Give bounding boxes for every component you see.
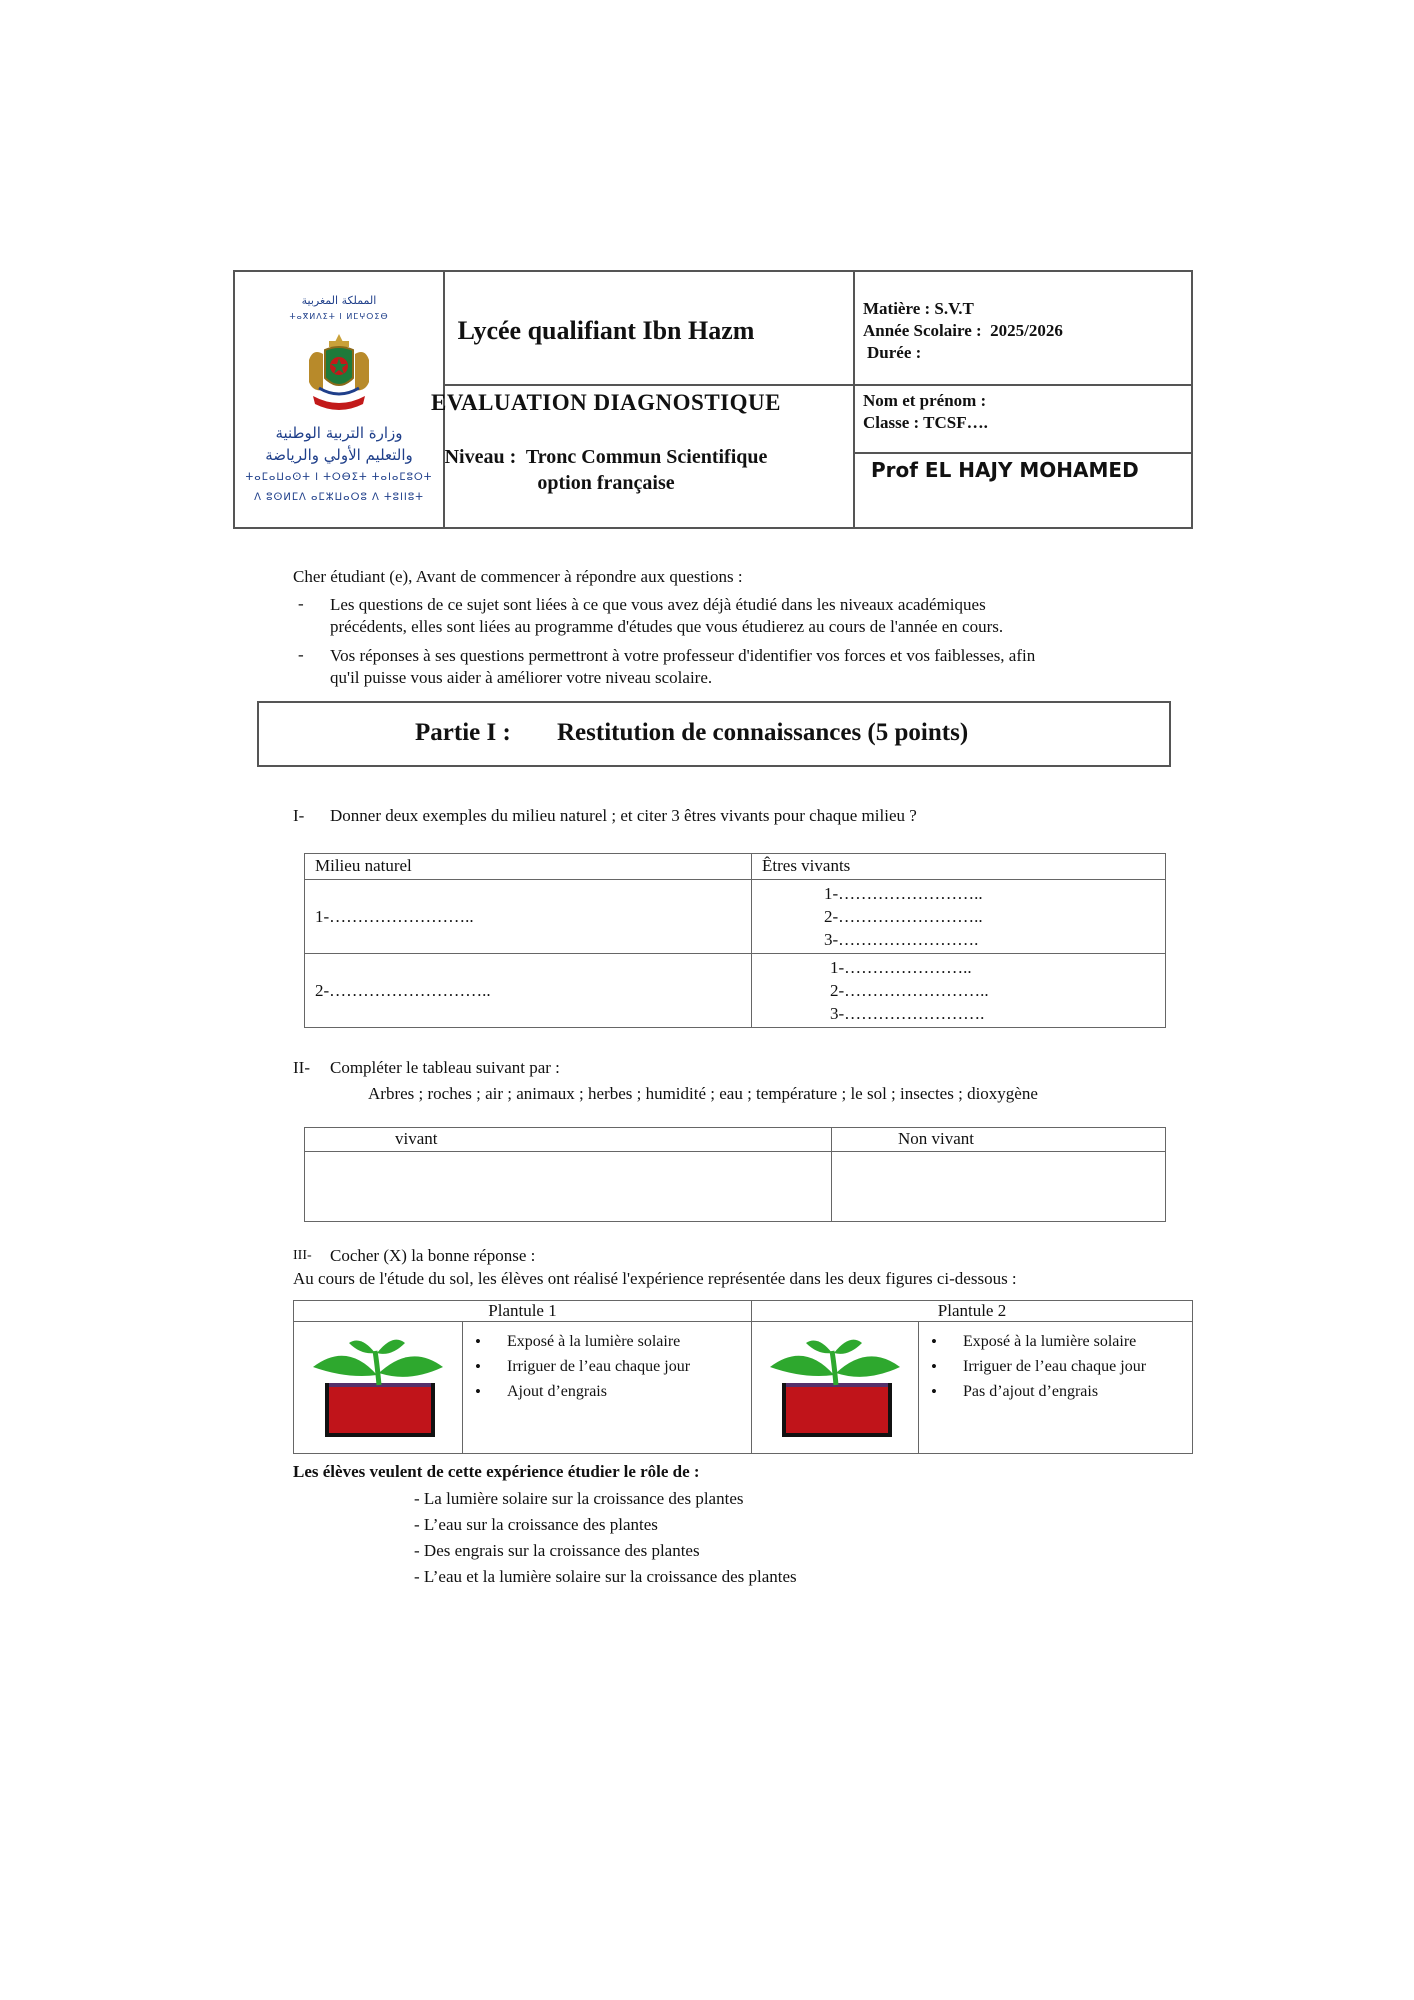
answer-option[interactable]: - La lumière solaire sur la croissance des plantes (414, 1489, 744, 1508)
question-1-text: Donner deux exemples du milieu naturel ; et citer 3 êtres vivants pour chaque milieu ? (330, 806, 917, 825)
experiment-table (293, 1300, 1193, 1454)
teacher-name: Prof EL HAJY MOHAMED (871, 458, 1139, 482)
vivant-answer-cell[interactable] (305, 1152, 832, 1222)
experiment-context: Au cours de l'étude du sol, les élèves ont réalisé l'expérience représentée dans les deux figures ci-dessous : (293, 1269, 1017, 1288)
condition-item: • Ajout d’engrais (463, 1382, 743, 1401)
etre-answer-line[interactable]: 3-……………………. (830, 1004, 985, 1023)
table-row (305, 1152, 1166, 1222)
table-row (294, 1322, 1193, 1454)
condition-item: • Exposé à la lumière solaire (919, 1332, 1184, 1351)
name-field-label: Nom et prénom : (863, 391, 987, 410)
section-label: Partie I : (415, 719, 511, 746)
school-year-label: Année Scolaire : 2025/2026 (863, 321, 1063, 340)
table-header-row (305, 854, 1166, 880)
table-header-cell: vivant (305, 1128, 832, 1152)
coat-of-arms-icon (299, 330, 379, 420)
student-info (863, 390, 988, 434)
logo-ministry-tifinagh-2: ⴷ ⵓⵙⵍⵎⴷ ⴰⵎⵣⵡⴰⵔⵓ ⴷ ⵜⵓⵏⵏⵓⵜ (254, 492, 424, 503)
section-header (257, 701, 1171, 767)
plantule-1-conditions (463, 1322, 752, 1454)
section-title: Restitution de connaissances (5 points) (557, 719, 969, 746)
plantule-1-figure (294, 1322, 463, 1454)
plantule-2-figure (752, 1322, 919, 1454)
table-header-row (305, 1128, 1166, 1152)
table-header-cell: Êtres vivants (752, 854, 1166, 880)
etre-answer-line[interactable]: 3-……………………. (824, 930, 979, 949)
etres-answer-cell (752, 880, 1166, 954)
answer-option[interactable]: - L’eau et la lumière solaire sur la croissance des plantes (414, 1567, 797, 1586)
table-row (305, 954, 1166, 1028)
etre-answer-line[interactable]: 1-………………….. (830, 958, 972, 977)
school-name: Lycée qualifiant Ibn Hazm (457, 316, 755, 345)
seedling-pot-icon (303, 1333, 453, 1443)
table-header-cell: Non vivant (832, 1128, 1166, 1152)
bullet-dash: - (298, 594, 304, 613)
subject-label: Matière : S.V.T (863, 299, 974, 318)
evaluation-title: EVALUATION DIAGNOSTIQUE (431, 390, 781, 415)
etre-answer-line[interactable]: 2-…………………….. (824, 907, 983, 926)
condition-item: • Irriguer de l’eau chaque jour (919, 1357, 1184, 1376)
table-row (305, 880, 1166, 954)
word-list: Arbres ; roches ; air ; animaux ; herbes ; humidité ; eau ; température ; le sol ; insectes ; dioxygène (368, 1084, 1038, 1103)
level-line-1: Niveau : Tronc Commun Scientifique (444, 446, 768, 468)
condition-item: • Exposé à la lumière solaire (463, 1332, 743, 1351)
plantule-2-conditions (919, 1322, 1193, 1454)
q2-table (304, 1127, 1166, 1222)
etre-answer-line[interactable]: 1-…………………….. (824, 884, 983, 903)
etres-answer-cell (752, 954, 1166, 1028)
bullet-dash: - (298, 645, 304, 664)
answer-option[interactable]: - L’eau sur la croissance des plantes (414, 1515, 658, 1534)
answer-options (414, 1486, 797, 1590)
intro-lead: Cher étudiant (e), Avant de commencer à répondre aux questions : (293, 567, 743, 586)
condition-item: • Pas d’ajout d’engrais (919, 1382, 1184, 1401)
class-field-label: Classe : TCSF…. (863, 413, 988, 432)
table-header-row (294, 1301, 1193, 1322)
intro-item-1-line-1: Les questions de ce sujet sont liées à ce que vous avez déjà étudié dans les niveaux académiques (330, 595, 986, 614)
answer-option[interactable]: - Des engrais sur la croissance des plantes (414, 1541, 700, 1560)
intro-item-2-line-2: qu'il puisse vous aider à améliorer votre niveau scolaire. (330, 668, 713, 687)
level-text (403, 444, 809, 496)
logo-ministry-arabic-2: والتعليم الأولي والرياضة (265, 446, 413, 464)
condition-item: • Irriguer de l’eau chaque jour (463, 1357, 743, 1376)
milieu-answer-2[interactable]: 2-……………………….. (305, 954, 752, 1028)
intro-item-2 (330, 645, 1190, 689)
logo-kingdom-arabic: المملكة المغربية (301, 294, 377, 307)
question-2-text: Compléter le tableau suivant par : (330, 1058, 560, 1077)
header-divider (853, 452, 1193, 454)
logo-ministry-arabic-1: وزارة التربية الوطنية (275, 424, 403, 442)
plantule-2-title: Plantule 2 (752, 1301, 1193, 1322)
question-3-number: III- (293, 1248, 312, 1263)
header-divider (443, 384, 853, 386)
intro-item-1-line-2: précédents, elles sont liées au programme d'études que vous étudierez au cours de l'année en cours. (330, 617, 1004, 636)
milieu-answer-1[interactable]: 1-…………………….. (305, 880, 752, 954)
question-3-text: Cocher (X) la bonne réponse : (330, 1246, 536, 1265)
seedling-pot-icon (760, 1333, 910, 1443)
logo-ministry-tifinagh-1: ⵜⴰⵎⴰⵡⴰⵙⵜ ⵏ ⵜⵔⴱⵉⵜ ⵜⴰⵏⴰⵎⵓⵔⵜ (245, 472, 433, 483)
question-1-number: I- (293, 806, 305, 825)
question-2-number: II- (293, 1058, 310, 1077)
non-vivant-answer-cell[interactable] (832, 1152, 1166, 1222)
header-block (233, 270, 1193, 529)
q1-table (304, 853, 1166, 1028)
duration-label: Durée : (867, 343, 922, 362)
header-divider (853, 272, 855, 527)
table-header-cell: Milieu naturel (305, 854, 752, 880)
subject-info (863, 298, 1063, 364)
level-line-2: option française (537, 472, 675, 494)
experiment-question: Les élèves veulent de cette expérience étudier le rôle de : (293, 1462, 700, 1481)
plantule-1-title: Plantule 1 (294, 1301, 752, 1322)
logo-kingdom-tifinagh: ⵜⴰⴳⵍⴷⵉⵜ ⵏ ⵍⵎⵖⵔⵉⴱ (289, 312, 389, 321)
header-divider (853, 384, 1193, 386)
etre-answer-line[interactable]: 2-…………………….. (830, 981, 989, 1000)
intro-item-2-line-1: Vos réponses à ses questions permettront à votre professeur d'identifier vos forces et vos faiblesses, afin (330, 646, 1036, 665)
intro-item-1 (330, 594, 1190, 638)
